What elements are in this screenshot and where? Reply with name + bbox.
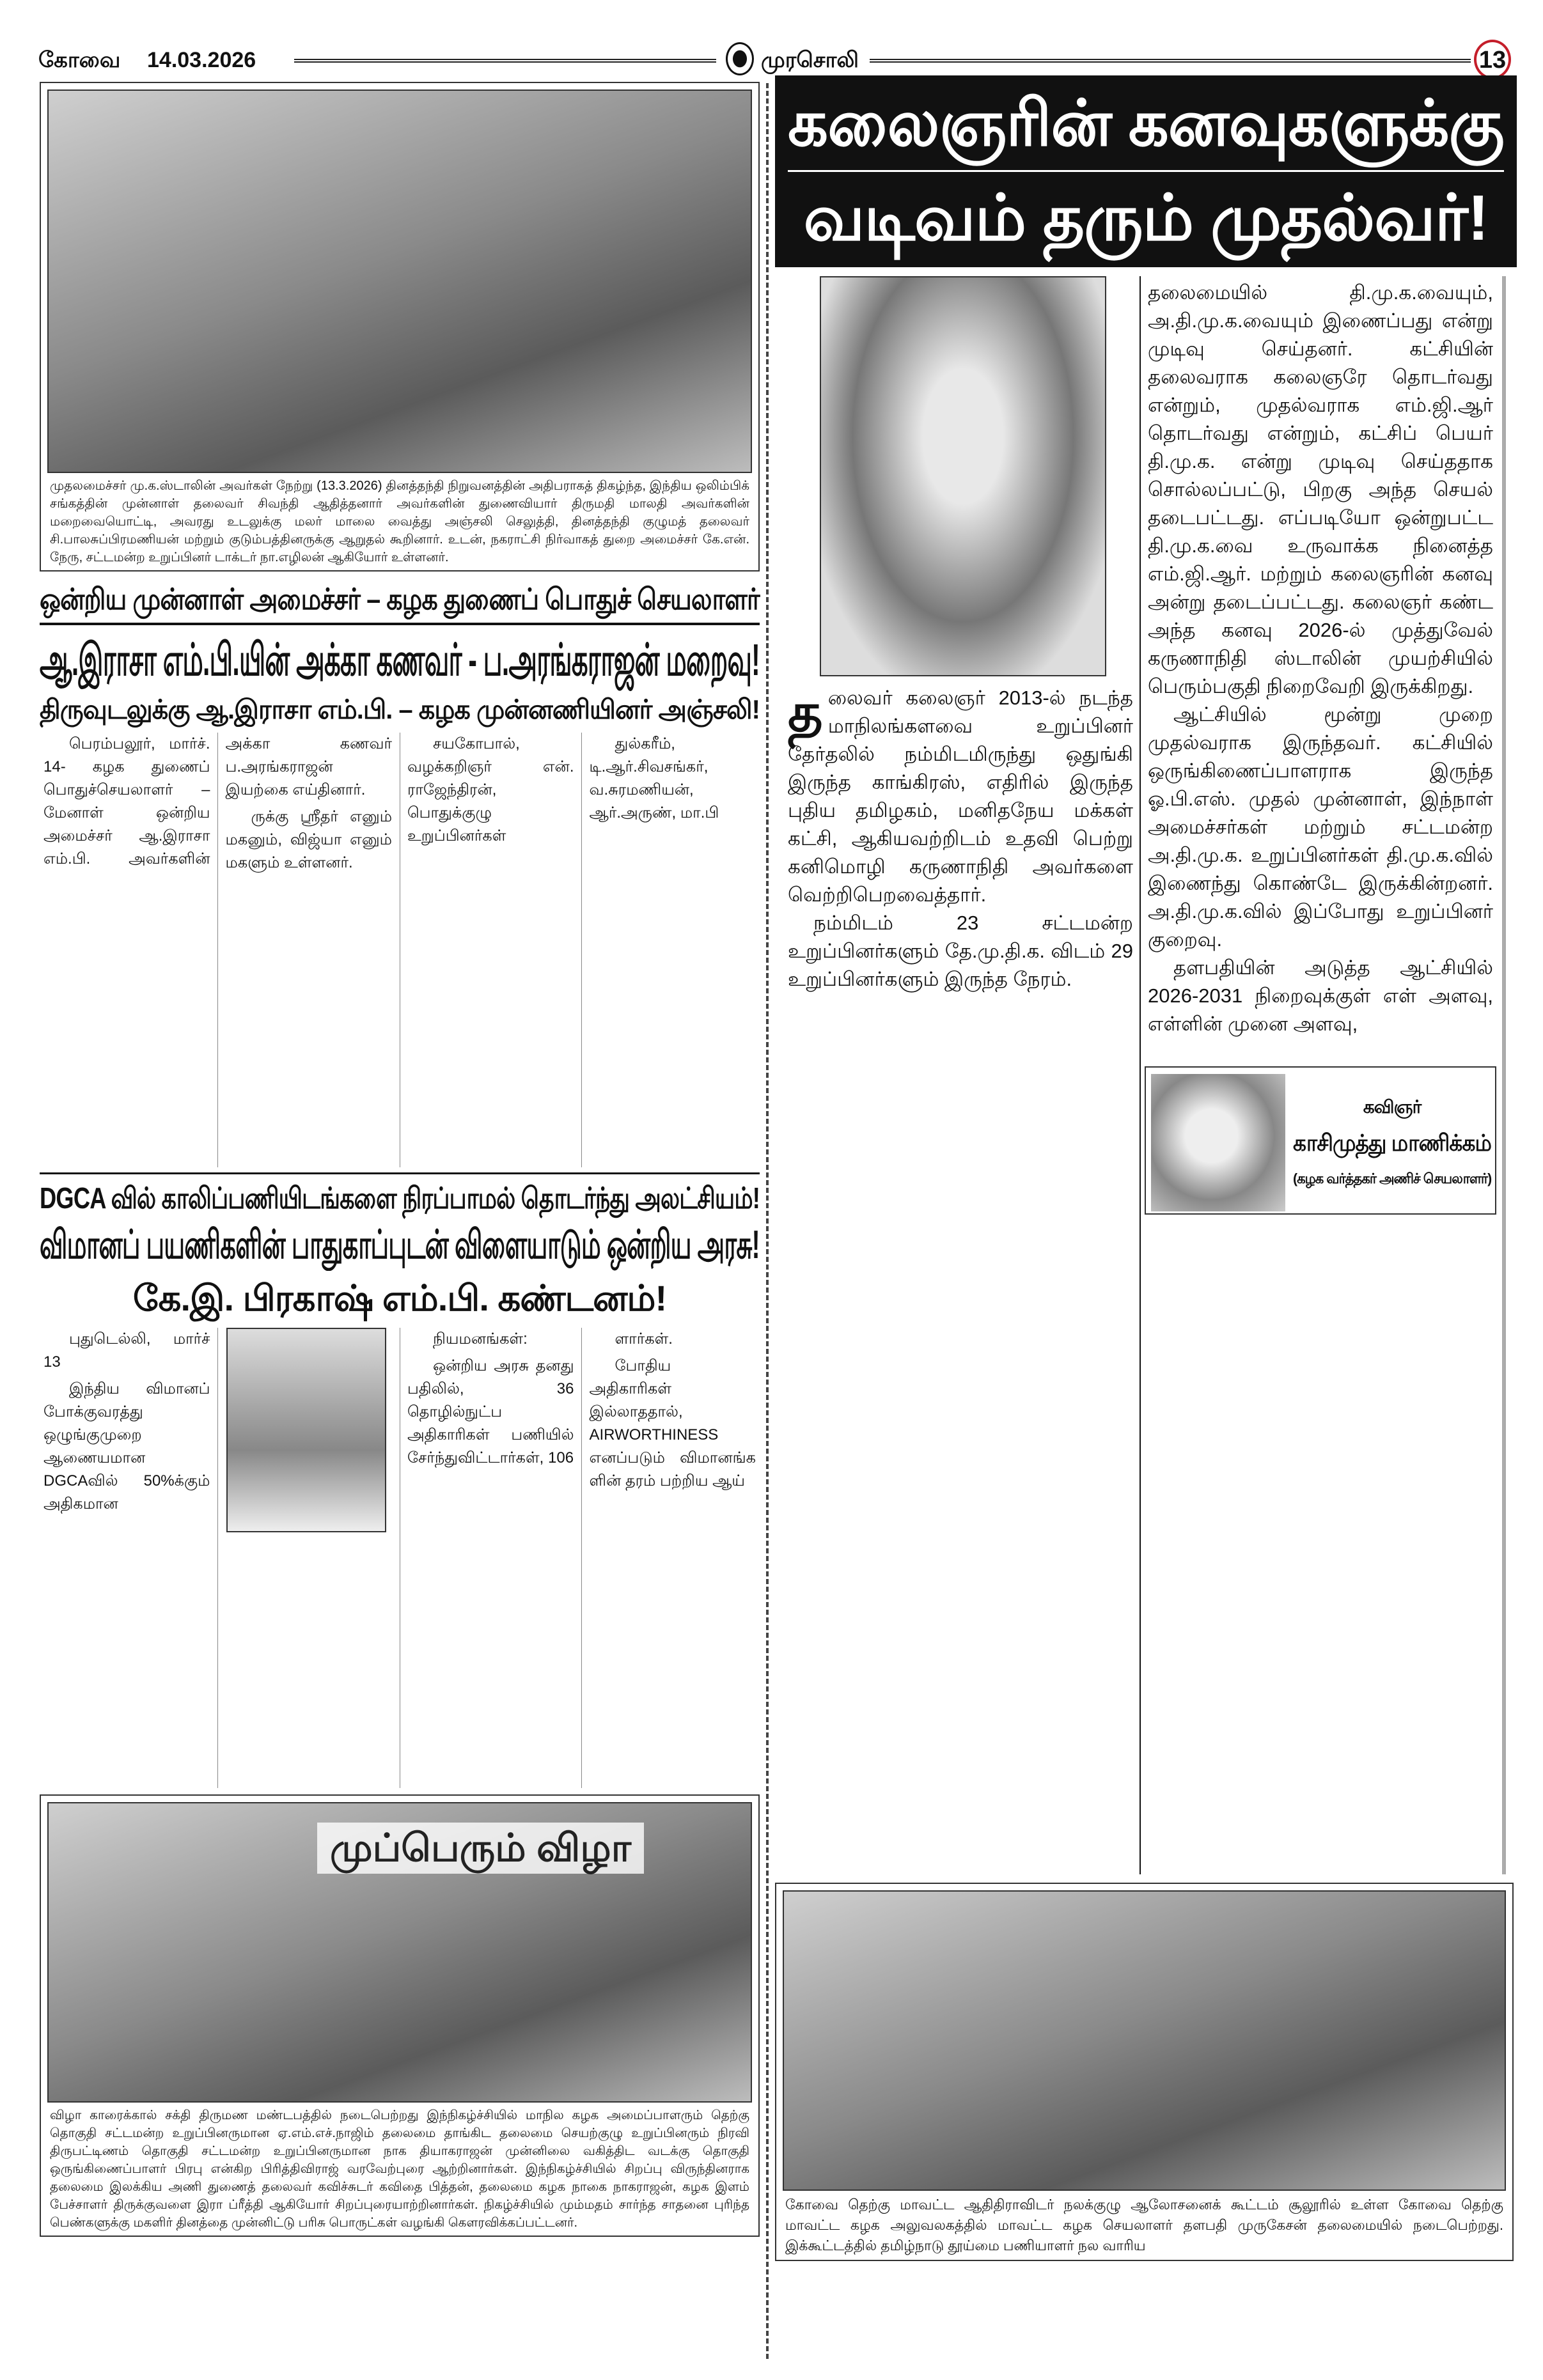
dgca-byline-wrap [40, 1273, 760, 1324]
main-headline-line2: வடிவம் தரும் முதல்வர்! [803, 182, 1489, 254]
paragraph: இந்திய விமானப் போக்குவரத்து ஒழுங்குமுறை ஆணையமான DGCAவில் 50%க்கும் அதிகமான [43, 1380, 210, 1513]
dgca-headline: விமானப் பயணிகளின் பாதுகாப்புடன் விளையாடும் ஒன்றிய அரசு! [40, 1223, 760, 1267]
right-edge-rule [1503, 276, 1505, 1874]
paragraph: லைவர் கலைஞர் 2013-ல் நடந்த மாநிலங்களவை உறுப்பினர் தேர்தலில் நம்மிடமிருந்து ஒதுங்கி இருந்த காங்கிரஸ், எதிரில் இருந்த புதிய தமிழகம், மனிதநேய மக்கள் கட்சி, ஆகியவற்றிடம் உதவி பெற்று கனிமொழி கருணாநிதி அவர்களை வெற்றிபெறவைத்தார். [788, 687, 1133, 906]
dgca-body-wrap [40, 1328, 760, 1788]
paragraph: நியமனங்கள்: [433, 1330, 528, 1348]
paragraph: பெரம்பலூர், மார்ச். 14- கழக துணைப் பொதுச்செயலாளர் – மேனாள் ஒன்றிய அமைச்சர் ஆ.இராசா எம்.பி. அவர்களின் அக்கா கணவர் ப.அரங்கராஜன் இயற்கை எய்தினார். [43, 735, 392, 867]
main-article-col2 [1148, 279, 1493, 1059]
raja-headline-wrap [40, 629, 760, 690]
event-photo [47, 1802, 752, 2103]
column-divider [766, 83, 769, 2359]
paragraph: போதிய அதிகாரிகள் இல்லாததால், AIRWORTHINESS எனப்படும் விமானங்க ளின் தரம் பற்றிய ஆய் [589, 1357, 756, 1489]
paragraph: ருக்கு ஸ்ரீதர் எனும் மகனும், விஜ்யா எனும் மகளும் உள்ளனர். [225, 808, 392, 871]
bottom-left-photo-block [40, 1794, 760, 2237]
dgca-headline-wrap [40, 1218, 760, 1273]
raja-kicker-wrap [40, 579, 760, 625]
paragraph: நம்மிடம் 23 சட்டமன்ற உறுப்பினர்களும் தே.மு.தி.க. விடம் 29 உறுப்பினர்களும் இருந்த நேரம். [788, 912, 1133, 990]
author-name: காசிமுத்து மாணிக்கம் [1293, 1130, 1492, 1156]
masthead-title: முரசொலி [761, 48, 859, 72]
raja-subhead-wrap [40, 690, 760, 729]
raja-headline: ஆ.இராசா எம்.பி.யின் அக்கா கணவர் - ப.அரங்கராஜன் மறைவு! [40, 635, 760, 685]
author-role: (கழக வர்த்தகர் அணிச் செயலாளர்) [1293, 1171, 1492, 1186]
photo-caption: விழா காரைக்கால் சக்தி திருமண மண்டபத்தில் நடைபெற்றது இந்நிகழ்ச்சியில் மாநில கழக அமைப்பாளரும் தெற்கு தொகுதி சட்டமன்ற உறுப்பினருமான ஏ.எம்.எச்.நாஜிம் தலைமை தாங்கிட தலைமை செயற்குழு உறுப்பினரும் நிரவி திருபட்டிணம் தொகுதி சட்டமன்ற உறுப்பினருமான நாக தியாகராஜன் முன்னிலை வகித்திட வடக்கு தொகுதி ஒருங்கிணைப்பாளர் பிரபு என்கிற பிரித்திவிராஜ் வரவேற்புரை ஆற்றினார்கள். இந்நிகழ்ச்சியில் சிறப்பு விருந்தினராக தலைமை இலக்கிய அணி துணைத் தலைவர் கவிச்சுடர் கவிதை பித்தன், தலைமை கழக நாகை நாகராஜன், கழக இளம் பேச்சாளர் திருக்குவளை இரா ப்ரீத்தி ஆகியோர் சிறப்புரையாற்றினார்கள். நிகழ்ச்சியில் மும்மதம் சார்ந்த சாதனை புரிந்த பெண்களுக்கு மகளிர் தினத்தை முன்னிட்டு பரிசு பொருட்கள் வழங்கி கௌரவிக்கப்பட்டனர். [50, 2108, 749, 2230]
event-banner: முப்பெரும் விழா [317, 1823, 644, 1874]
page-header [38, 46, 1509, 75]
section-rule [40, 1172, 760, 1174]
paragraph: ளார்கள். [615, 1330, 673, 1348]
main-headline-line2-wrap [788, 176, 1504, 260]
main-headline-line1-wrap [788, 82, 1504, 165]
paragraph: தலைமையில் தி.மு.க.வையும், அ.தி.மு.க.வையும் இணைப்பது என்று முடிவு செய்தனர். கட்சியின் தலைவராக கலைஞரே தொடர்வது என்றும், முதல்வராக எம்.ஜி.ஆர் தொடர்வது என்றும், கட்சிப் பெயர் தி.மு.க. என்று முடிவு செய்ததாக சொல்லப்பட்டு, பிறகு அந்த செயல் தடைபட்டது. எப்படியோ ஒன்றுபட்ட தி.மு.க.வை உருவாக்க நினைத்த எம்.ஜி.ஆர். மற்றும் கலைஞரின் கனவு அன்று தடைப்பட்டது. கலைஞர் கண்ட அந்த கனவு 2026-ல் முத்துவேல் கருணாநிதி ஸ்டாலின் முயற்சியில் பெரும்பகுதி நிறைவேறி இருக்கிறது. [1148, 281, 1493, 697]
author-title-wrap [1293, 1093, 1491, 1121]
issue-date: 14.03.2026 [147, 48, 256, 72]
page-number-badge: 13 [1474, 40, 1511, 79]
main-article-col1 [788, 684, 1133, 1873]
masthead-logo-icon [726, 42, 754, 75]
paragraph: புதுடெல்லி, மார்ச் 13 [43, 1330, 210, 1371]
edition-label: கோவை [38, 48, 121, 72]
header-rule [870, 59, 1471, 63]
author-name-wrap [1293, 1124, 1491, 1162]
dgca-byline: கே.இ. பிரகாஷ் எம்.பி. கண்டனம்! [132, 1278, 667, 1318]
raja-subhead: திருவுடலுக்கு ஆ.இராசா எம்.பி. – கழக முன்னணியினர் அஞ்சலி! [40, 694, 760, 724]
paragraph: துல்கரீம், டி.ஆர்.சிவசங்கர், வ.சுரமணியன், ஆர்.அருண், மா.பி [589, 735, 719, 821]
headline-divider [788, 170, 1504, 172]
paragraph: தளபதியின் அடுத்த ஆட்சியில் 2026-2031 நிறைவுக்குள் எள் அளவு, எள்ளின் முனை அளவு, [1148, 956, 1493, 1035]
tribute-photo [47, 89, 752, 473]
dgca-kicker: DGCA வில் காலிப்பணியிடங்களை நிரப்பாமல் தொடர்ந்து அலட்சியம்! [40, 1181, 760, 1215]
main-headline-block [775, 75, 1517, 267]
paragraph: சயகோபால், வழக்கறிஞர் என். ராஜேந்திரன், பொதுக்குழு உறுப்பினர்கள் [407, 735, 574, 844]
meeting-photo [783, 1890, 1506, 2191]
raja-body [40, 733, 760, 1167]
dgca-kicker-wrap [40, 1178, 760, 1218]
left-column [40, 82, 760, 2237]
column-rule [1140, 276, 1141, 1874]
author-portrait [1151, 1074, 1285, 1211]
author-title: கவிஞர் [1363, 1097, 1422, 1117]
top-photo-block [40, 82, 760, 572]
bottom-right-photo-block [775, 1883, 1514, 2261]
header-rule [294, 59, 716, 63]
prakash-portrait [226, 1328, 386, 1532]
author-role-wrap [1293, 1166, 1491, 1192]
main-headline-line1: கலைஞரின் கனவுகளுக்கு [788, 88, 1504, 159]
raja-kicker: ஒன்றிய முன்னாள் அமைச்சர் – கழக துணைப் பொதுச் செயலாளர் [40, 582, 760, 616]
paragraph: ஒன்றிய அரசு தனது பதிலில், 36 தொழில்நுட்ப அதிகாரிகள் பணியில் சேர்ந்துவிட்டார்கள், 106 [407, 1357, 574, 1466]
chief-minister-portrait [820, 276, 1106, 676]
dgca-body [40, 1328, 760, 1788]
photo-caption: முதலமைச்சர் மு.க.ஸ்டாலின் அவர்கள் நேற்று (13.3.2026) தினத்தந்தி நிறுவனத்தின் அதிபராகத் திகழ்ந்த, இந்திய ஒலிம்பிக் சங்கத்தின் முன்னாள் தலைவர் சிவந்தி ஆதித்தனார் அவர்களின் துணைவியார் திருமதி மாலதி அவர்களின் மறைவையொட்டி, அவரது உடலுக்கு மலர் மாலை வைத்து அஞ்சலி செலுத்தி, தினத்தந்தி குழுமத் தலைவர் சி.பாலசுப்பிரமணியன் மற்றும் குடும்பத்தினருக்கு ஆறுதல் கூறினார். உடன், நகராட்சி நிர்வாகத் துறை அமைச்சர் கே.என். நேரு, சட்டமன்ற உறுப்பினர் டாக்டர் நா.எழிலன் ஆகியோர் உள்ளனர். [50, 479, 750, 564]
drop-cap: த [788, 684, 823, 742]
author-box [1145, 1066, 1496, 1215]
photo-caption: கோவை தெற்கு மாவட்ட ஆதிதிராவிடர் நலக்குழு ஆலோசனைக் கூட்டம் சூலூரில் உள்ள கோவை தெற்கு மாவட்ட கழக அலுவலகத்தில் மாவட்ட கழக செயலாளர் தளபதி முருகேசன் தலைமையில் நடைபெற்றது. இக்கூட்டத்தில் தமிழ்நாடு தூய்மை பணியாளர் நல வாரிய [785, 2197, 1503, 2253]
paragraph: ஆட்சியில் மூன்று முறை முதல்வராக இருந்தவர். கட்சியில் ஒருங்கிணைப்பாளராக இருந்த ஓ.பி.எஸ். முதல் முன்னாள், இந்நாள் அமைச்சர்கள் மற்றும் சட்டமன்ற அ.தி.மு.க. உறுப்பினர்கள் தி.மு.க.வில் இணைந்து கொண்டே இருக்கின்றனர். அ.தி.மு.க.வில் இப்போது உறுப்பினர் குறைவு. [1148, 703, 1493, 951]
